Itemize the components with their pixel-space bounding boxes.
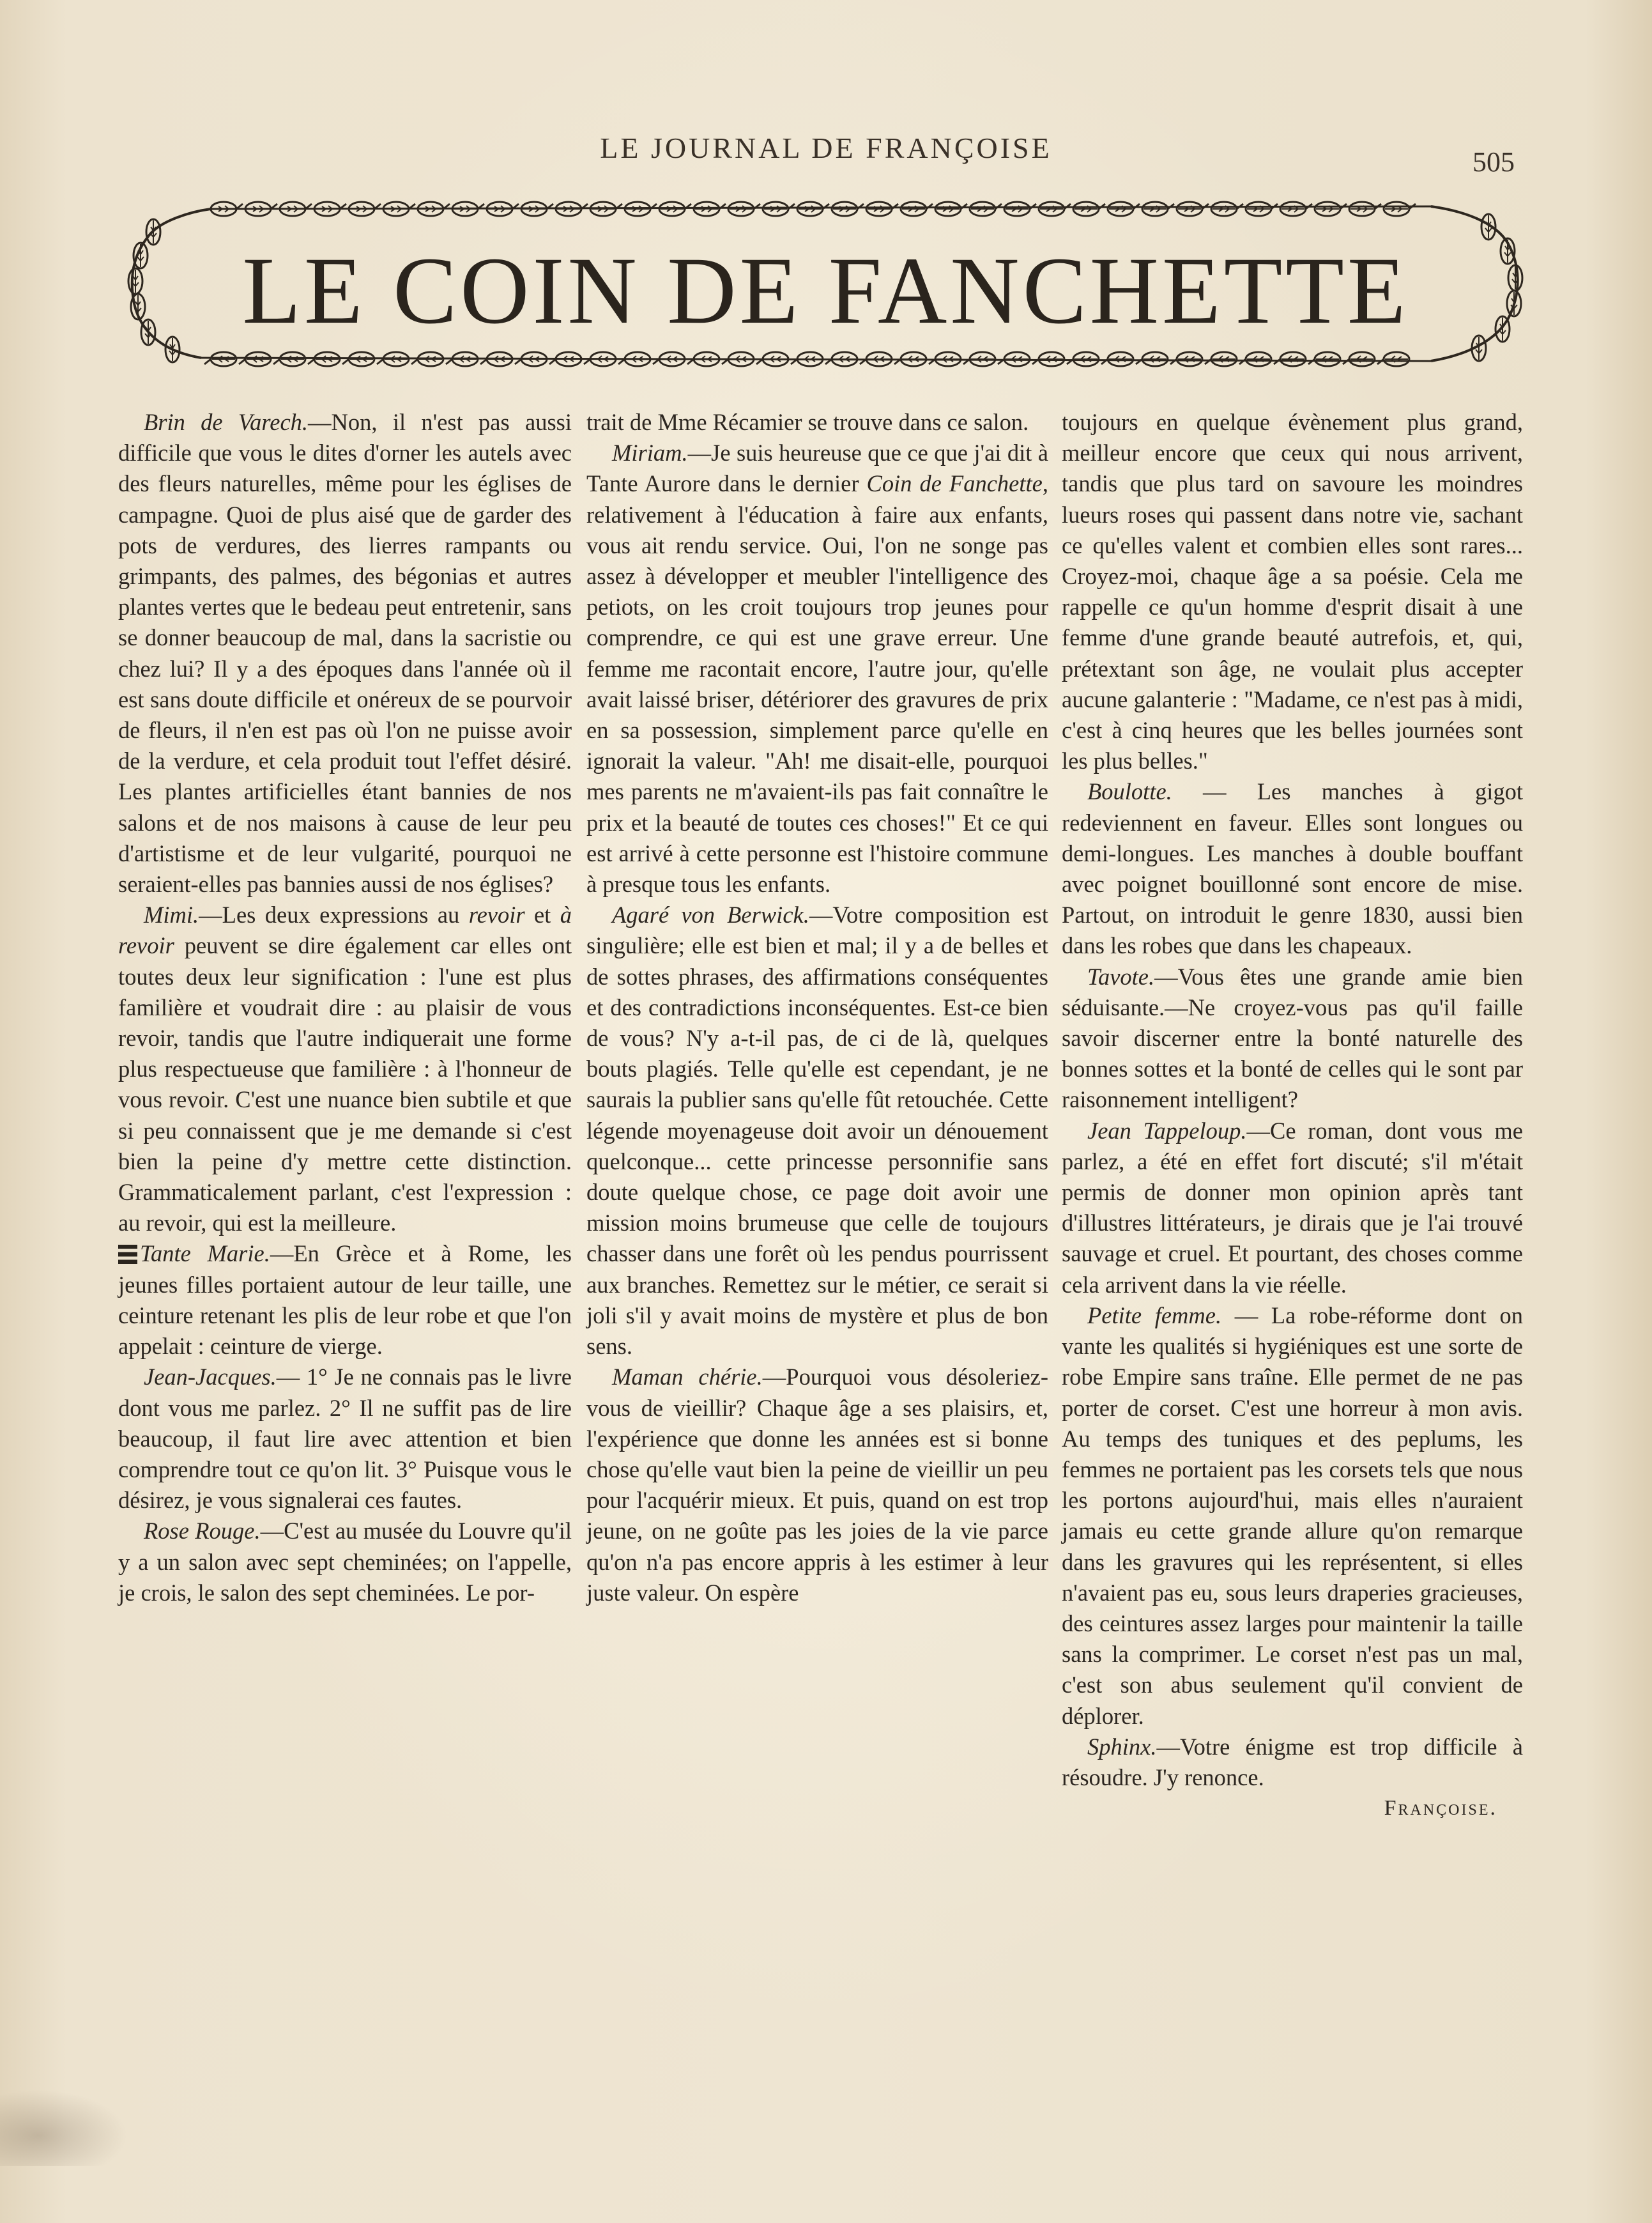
entry-tavote (1062, 962, 1523, 1116)
laurel-leaf-icon (308, 352, 340, 366)
entry-text: —Non, il n'est pas aussi difficile que vous le dites d'orner les autels avec des fleurs naturelles, même pour les églises de campagne. Quoi de plus aisé que de garder des pots de verdures, des lierres rampants ou grimpants, des palmes, des bégonias et autres plantes vertes que le bedeau peut entretenir, sans se donner beaucoup de mal, dans la sacristie ou chez lui? Il y a des époques dans l'année où il est sans doute difficile et onéreux de se pourvoir de fleurs, il n'en est pas où l'on ne puisse avoir de la verdure, et cela produit tout l'effet désiré. Les plantes artificielles étant bannies de nos salons et de nos maisons à cause de leur peu d'artistisme et de leur vulgarité, pourquoi ne seraient-elles pas bannies aussi de nos églises? (118, 409, 572, 898)
laurel-leaf-icon (1205, 352, 1237, 366)
entry-text: —Votre composition est singulière; elle est bien et mal; il y a de belles et de sottes phrases, des affirmations conséquentes et des contradictions inconséquentes. Est-ce bien de vous? N'y a-t-il pas, de ci de là, quelques bouts plagiés. Telle qu'elle est cependant, je ne saurais la publier sans qu'elle fût retouchée. Cette légende moyenageuse doit avoir un dénouement quelconque... cette princesse personnifie sans doute quelque chose, ce page doit avoir une mission moins brumeuse que celle de toujours chasser dans une forêt où les pendus pourrissent aux branches. Remettez sur le métier, ce serait si joli s'il y avait moins de mystère et plus de bon sens. (586, 902, 1048, 1360)
page-number: 505 (1472, 146, 1515, 178)
laurel-leaf-icon (1170, 352, 1202, 366)
laurel-leaf-icon (728, 202, 760, 216)
laurel-leaf-icon (970, 202, 1002, 216)
correspondent-name: Tante Marie. (140, 1240, 270, 1267)
laurel-leaf-icon (1136, 352, 1168, 366)
correspondent-name: Boulotte. (1087, 778, 1172, 805)
entry-sphinx (1062, 1732, 1523, 1793)
entry-emphasis: revoir (468, 902, 525, 928)
correspondent-name: Tavote. (1087, 963, 1155, 990)
laurel-leaf-icon (935, 202, 967, 216)
entry-jean-jacques (118, 1362, 572, 1516)
entry-text: peuvent se dire également car elles ont toutes deux leur signification : l'une est plus familière et voudrait dire : au plaisir de vous revoir, tandis que l'autre indiquerait une forme plus respectueuse que familière : à l'honneur de vous revoir. C'est une nuance bien subtile et que si peu connaissent que je me demande si c'est bien la peine d'y mettre cette distinction. Grammaticalement parlant, c'est l'expression : au revoir, qui est la meilleure. (118, 932, 572, 1236)
laurel-leaf-icon (1343, 352, 1375, 366)
entry-text: — La robe-réforme dont on vante les qualités si hygiéniques est une sorte de robe Empire sans traîne. Elle permet de ne pas porter de corset. C'est une horreur à mon avis. Au temps des tuniques et des peplums, les femmes ne portaient pas les corsets tels que nous les portons aujourd'hui, mais elles n'auraient jamais eu cette grande allure qu'on remarque dans les gravures qui les représentent, si elles n'avaient pas eu, sous leurs draperies gracieuses, des ceintures assez larges pour maintenir la taille sans la comprimer. Le corset n'est pas un mal, c'est son abus seulement qu'il convient de déplorer. (1062, 1302, 1523, 1729)
laurel-leaf-icon (1280, 202, 1312, 216)
entry-rose-rouge (118, 1516, 572, 1608)
laurel-leaf-icon (1211, 202, 1243, 216)
laurel-leaf-icon (1067, 352, 1099, 366)
entry-text: —En Grèce et à Rome, les jeunes filles portaient autour de leur taille, une ceinture retenant les plis de leur robe et que l'on appelait : ceinture de vierge. (118, 1240, 572, 1360)
entry-tante-marie (118, 1238, 572, 1362)
signature: Françoise. (1384, 1796, 1497, 1820)
column-1 (118, 407, 572, 1608)
entry-emphasis: Coin de Fanchette (866, 470, 1043, 497)
section-title: LE COIN DE FANCHETTE (242, 238, 1409, 344)
entry-brin-de-varech (118, 407, 572, 900)
title-banner (115, 176, 1536, 390)
laurel-leaf-icon (1239, 352, 1271, 366)
laurel-leaf-icon (1108, 202, 1140, 216)
correspondent-name: Mimi. (144, 902, 199, 928)
entry-text: — Les manches à gigot redeviennent en faveur. Elles sont longues ou demi-longues. Les manches à double bouffant avec poignet bouillonné sont encore de mise. Partout, on introduit le genre 1830, aussi bien dans les robes que dans les chapeaux. (1062, 778, 1523, 959)
laurel-leaf-icon (1349, 202, 1381, 216)
entry-emphasis: à revoir (118, 902, 572, 959)
laurel-leaf-icon (1384, 202, 1416, 216)
running-head: LE JOURNAL DE FRANÇOISE (600, 132, 1052, 164)
laurel-leaf-icon (1004, 202, 1036, 216)
correspondent-name: Rose Rouge. (144, 1518, 261, 1544)
laurel-leaf-icon (1177, 202, 1209, 216)
entry-text: trait de Mme Récamier se trouve dans ce salon. (586, 409, 1029, 435)
entry-petite-femme (1062, 1300, 1523, 1732)
entry-agare-von-berwick (586, 900, 1048, 1362)
correspondent-name: Sphinx. (1087, 1733, 1157, 1760)
laurel-leaf-icon (901, 202, 933, 216)
laurel-leaf-icon (1039, 202, 1071, 216)
correspondent-name: Jean Tappeloup. (1087, 1117, 1247, 1144)
laurel-leaf-icon (866, 202, 898, 216)
entry-text: —Votre énigme est trop difficile à résoudre. J'y renonce. (1062, 1733, 1523, 1790)
column-3 (1062, 407, 1523, 1824)
laurel-leaf-icon (204, 352, 236, 366)
laurel-leaf-icon (1073, 202, 1105, 216)
laurel-leaf-icon (1274, 352, 1306, 366)
entry-boulotte (1062, 776, 1523, 961)
laurel-leaf-icon (1308, 352, 1340, 366)
paper-stain (0, 2089, 128, 2166)
laurel-leaf-icon (239, 352, 271, 366)
entry-text: , relativement à l'éducation à faire aux enfants, vous ait rendu service. Oui, l'on ne songe pas assez à développer et meubler l'intelligence des petiots, on les croit toujours trop jeunes pour comprendre, ce qui est une grave erreur. Une femme me racontait encore, l'autre jour, qu'elle avait laissé briser, détériorer des gravures de prix en sa possession, simplement parce qu'elle en ignorait la valeur. "Ah! me disait-elle, pourquoi mes parents ne m'avaient-ils pas fait connaître le prix et la beauté de toutes ces choses!" Et ce qui est arrivé à cette personne est l'histoire commune à presque tous les enfants. (586, 470, 1048, 898)
margin-mark-icon (118, 1245, 137, 1264)
laurel-leaf-icon (273, 352, 305, 366)
entry-maman-cherie (586, 1362, 1048, 1608)
correspondent-name: Brin de Varech. (144, 409, 309, 435)
laurel-leaf-icon (165, 337, 180, 362)
entry-text: —Les deux expressions au (199, 902, 469, 928)
entry-text: —Ce roman, dont vous me parlez, a été en effet fort discuté; s'il m'était permis de donner mon opinion après tant d'illustres littérateurs, je dirais que je l'ai trouvé sauvage et cruel. Et pourtant, des choses comme cela arrivent dans la vie réelle. (1062, 1117, 1523, 1298)
laurel-leaf-icon (1377, 352, 1409, 366)
entry-text: —Je suis heureuse que ce que j'ai dit à Tante Aurore dans le dernier (586, 440, 1048, 497)
entry-miriam (586, 438, 1048, 900)
laurel-leaf-icon (1315, 202, 1347, 216)
entry-mimi (118, 900, 572, 1238)
entry-text: et (524, 902, 560, 928)
entry-text: —C'est au musée du Louvre qu'il y a un salon avec sept cheminées; on l'appelle, je crois, le salon des sept cheminées. Le por- (118, 1518, 572, 1606)
laurel-leaf-icon (694, 202, 726, 216)
entry-text: toujours en quelque évènement plus grand, meilleur encore que ceux qui nous arrivent, tandis que plus tard on savoure les moindres lueurs roses qui passent dans notre vie, sachant ce qu'elles valent et combien elles sont rares... Croyez-moi, chaque âge a sa poésie. Cela me rappelle ce qu'un homme d'esprit disait à une femme d'une grande beauté autrefois, et, qui, prétextant son âge, ne voulait plus accepter aucune galanterie : "Madame, ce n'est pas à midi, c'est à cinq heures que les belles journées sont les plus belles." (1062, 409, 1523, 774)
laurel-leaf-icon (1246, 202, 1278, 216)
entry-text: —Pourquoi vous désoleriez-vous de vieillir? Chaque âge a ses plaisirs, et, l'expérience que donne les années est si bonne chose qu'elle vaut bien la peine de vieillir un peu pour l'acquérir mieux. Et puis, quand on est trop jeune, on ne goûte pas les joies de la vie parce qu'on n'a pas encore appris à les estimer à leur juste valeur. On espère (586, 1364, 1048, 1606)
laurel-leaf-icon (797, 202, 829, 216)
entry-continuation (586, 407, 1048, 438)
entry-jean-tappeloup (1062, 1116, 1523, 1300)
correspondent-name: Agaré von Berwick. (612, 902, 809, 928)
correspondent-name: Jean-Jacques. (144, 1364, 277, 1390)
entry-text: —Vous êtes une grande amie bien séduisante.—Ne croyez-vous pas qu'il faille savoir discerner entre la bonté naturelle des bonnes sottes et la bonté de celles qui le sont par raisonnement intelligent? (1062, 963, 1523, 1113)
correspondent-name: Maman chérie. (612, 1364, 763, 1390)
column-2 (586, 407, 1048, 1608)
laurel-leaf-icon (1101, 352, 1133, 366)
entry-text: — 1° Je ne connais pas le livre dont vous me parlez. 2° Il ne suffit pas de lire beaucoup, il faut lire avec attention et bien comprendre tout ce qu'on lit. 3° Puisque vous le désirez, je vous signalerai ces fautes. (118, 1364, 572, 1514)
correspondent-name: Miriam. (612, 440, 688, 466)
laurel-leaf-icon (763, 202, 795, 216)
entry-continuation (1062, 407, 1523, 776)
laurel-leaf-icon (659, 202, 691, 216)
laurel-leaf-icon (1142, 202, 1174, 216)
correspondent-name: Petite femme. (1087, 1302, 1222, 1328)
laurel-leaf-icon (146, 219, 160, 245)
laurel-leaf-icon (832, 202, 864, 216)
